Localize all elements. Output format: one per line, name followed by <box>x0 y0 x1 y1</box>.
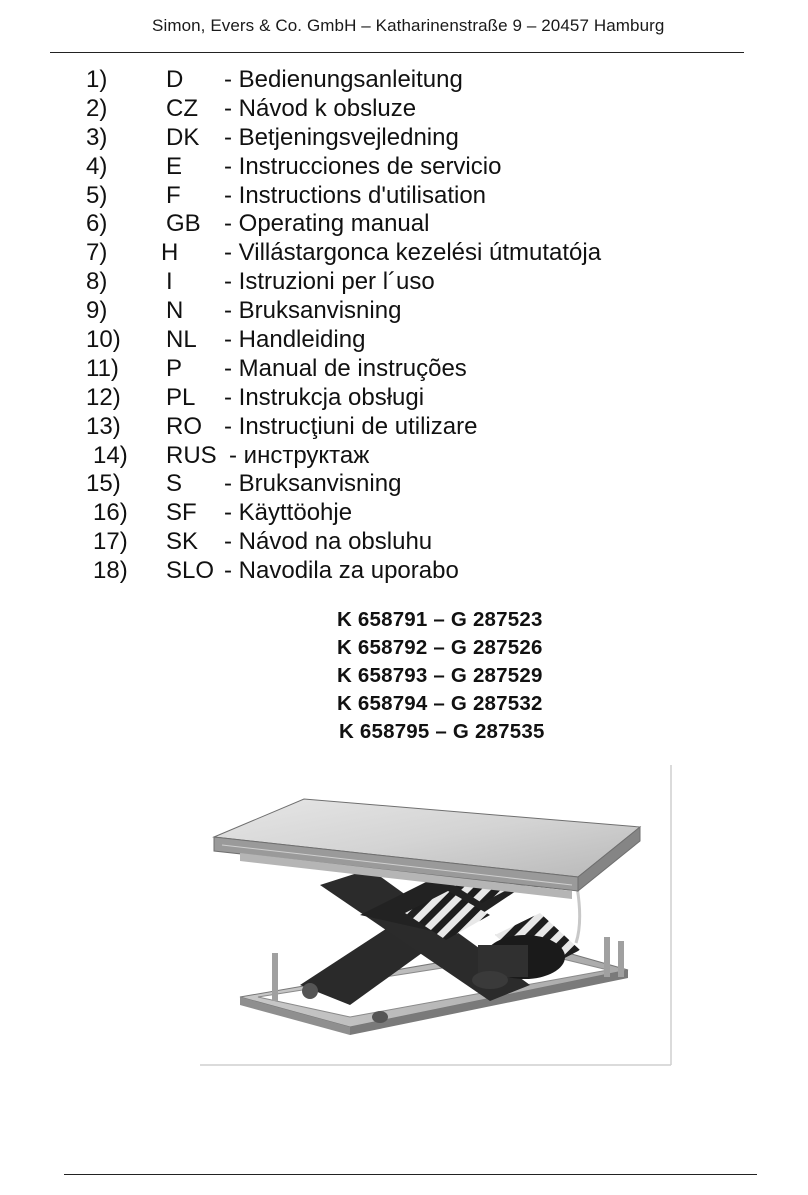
item-number: 10) <box>86 326 121 354</box>
language-code: F <box>166 181 181 209</box>
list-item <box>0 124 808 153</box>
model-number: K 658791 – G 287523 <box>337 608 543 631</box>
manual-title: - Manual de instruções <box>224 354 467 382</box>
item-number: 9) <box>86 297 108 325</box>
manual-title: - Navodila za uporabo <box>224 557 459 585</box>
list-item <box>0 442 808 471</box>
list-item <box>0 153 808 182</box>
manual-title: - Návod na obsluhu <box>224 528 433 556</box>
list-item <box>0 239 808 268</box>
language-index <box>0 66 808 586</box>
list-item <box>0 268 808 297</box>
model-number: K 658792 – G 287526 <box>337 636 543 659</box>
manual-title: - Handleiding <box>224 326 366 354</box>
list-item <box>0 355 808 384</box>
list-item <box>0 210 808 239</box>
manual-title: - Bedienungsanleitung <box>224 66 463 93</box>
language-code: SF <box>166 499 197 527</box>
language-code: E <box>166 152 183 180</box>
item-number: 16) <box>93 499 128 527</box>
header-divider <box>50 52 744 53</box>
manual-title: - Villástargonca kezelési útmutatója <box>224 239 602 267</box>
language-code: SLO <box>166 557 215 585</box>
item-number: 11) <box>86 354 119 382</box>
list-item <box>0 326 808 355</box>
footer-divider <box>64 1174 757 1175</box>
item-number: 18) <box>93 557 128 585</box>
item-number: 1) <box>86 66 108 93</box>
manual-title: - Operating manual <box>224 210 430 238</box>
manual-title: - Istruzioni per l´uso <box>224 268 435 296</box>
item-number: 15) <box>86 470 121 498</box>
language-code: S <box>166 470 183 498</box>
item-number: 7) <box>86 239 108 267</box>
manual-title: - Instrukcja obsługi <box>224 383 425 411</box>
language-code: H <box>161 239 179 267</box>
manual-title: - Bruksanvisning <box>224 470 402 498</box>
page-header <box>0 14 808 40</box>
model-number: K 658794 – G 287532 <box>337 692 543 715</box>
item-number: 13) <box>86 412 121 440</box>
list-item <box>0 557 808 586</box>
item-number: 17) <box>93 528 128 556</box>
scissor-lift-table-icon <box>200 765 674 1068</box>
item-number: 3) <box>86 123 108 151</box>
language-code: D <box>166 66 184 93</box>
manual-title: - Instrucciones de servicio <box>224 152 502 180</box>
list-item <box>0 499 808 528</box>
item-number: 4) <box>86 152 108 180</box>
model-number: K 658793 – G 287529 <box>337 664 543 687</box>
list-item <box>0 470 808 499</box>
list-item <box>0 66 808 95</box>
language-code: SK <box>166 528 199 556</box>
item-number: 8) <box>86 268 108 296</box>
language-code: CZ <box>166 94 198 122</box>
list-item <box>0 182 808 211</box>
language-code: PL <box>166 383 196 411</box>
language-code: P <box>166 354 183 382</box>
language-code: NL <box>166 326 197 354</box>
item-number: 12) <box>86 383 121 411</box>
manual-title: - Betjeningsvejledning <box>224 123 459 151</box>
list-item <box>0 528 808 557</box>
manual-title: - Bruksanvisning <box>224 297 402 325</box>
language-code: I <box>166 268 173 296</box>
language-code: RUS <box>166 441 217 469</box>
list-item <box>0 297 808 326</box>
manual-title: - Instrucţiuni de utilizare <box>224 412 478 440</box>
list-item <box>0 413 808 442</box>
manual-title: - Käyttöohje <box>224 499 353 527</box>
list-item <box>0 384 808 413</box>
manual-title: - Instructions d'utilisation <box>224 181 487 209</box>
model-numbers <box>337 606 597 746</box>
item-number: 14) <box>93 441 128 469</box>
item-number: 2) <box>86 94 108 122</box>
model-number: K 658795 – G 287535 <box>339 720 545 743</box>
manual-title: - инструктаж <box>229 441 370 469</box>
item-number: 5) <box>86 181 108 209</box>
company-address: Simon, Evers & Co. GmbH – Katharinenstraße 9 – 20457 Hamburg <box>152 16 665 35</box>
item-number: 6) <box>86 210 108 238</box>
language-code: GB <box>166 210 201 238</box>
language-code: N <box>166 297 184 325</box>
language-code: DK <box>166 123 200 151</box>
language-code: RO <box>166 412 202 440</box>
manual-title: - Návod k obsluze <box>224 94 417 122</box>
list-item <box>0 95 808 124</box>
